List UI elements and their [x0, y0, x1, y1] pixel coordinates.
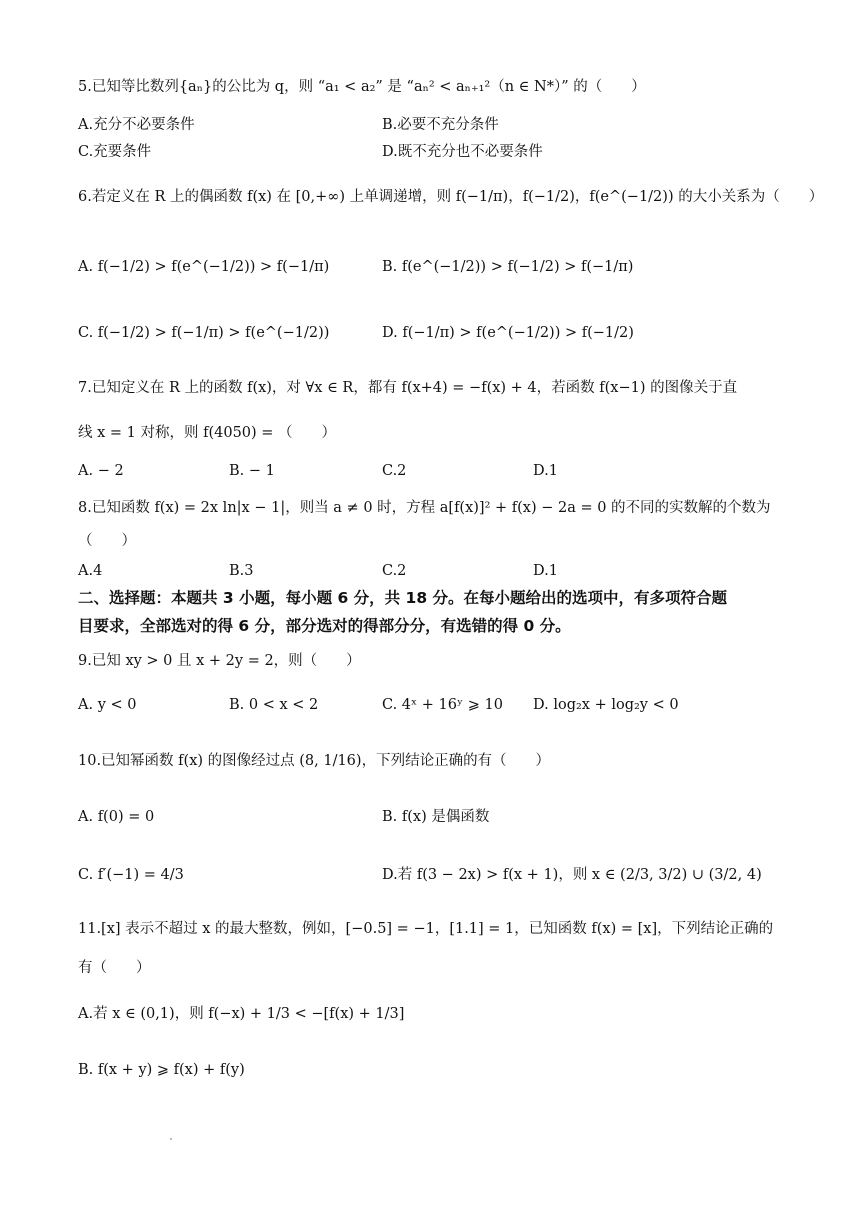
q6-option-a: A. f(−1/2) > f(e^(−1/2)) > f(−1/π) — [78, 259, 330, 275]
q9-stem: 9.已知 xy > 0 且 x + 2y = 2，则（ ） — [78, 653, 361, 669]
q9-option-a: A. y < 0 — [78, 697, 137, 713]
q11-stem-line1: 11.[x] 表示不超过 x 的最大整数，例如，[−0.5] = −1，[1.1] = 1，已知函数 f(x) = [x]，下列结论正确的 — [78, 921, 774, 937]
q8-stem-line1: 8.已知函数 f(x) = 2x ln|x − 1|，则当 a ≠ 0 时，方程 a[f(x)]² + f(x) − 2a = 0 的不同的实数解的个数为 — [78, 500, 771, 516]
q5-option-c: C.充要条件 — [78, 144, 152, 160]
q8-stem-line2: （ ） — [78, 533, 136, 549]
q9-option-d: D. log₂x + log₂y < 0 — [533, 697, 679, 713]
q11-option-a: A.若 x ∈ (0,1)，则 f(−x) + 1/3 < −[f(x) + 1/3] — [78, 1006, 405, 1022]
q7-option-b: B. − 1 — [229, 463, 275, 479]
q8-option-b: B.3 — [229, 563, 254, 579]
q7-option-a: A. − 2 — [78, 463, 124, 479]
q8-option-d: D.1 — [533, 563, 558, 579]
q6-option-d: D. f(−1/π) > f(e^(−1/2)) > f(−1/2) — [382, 325, 634, 341]
q10-option-c: C. f′(−1) = 4/3 — [78, 867, 184, 883]
q5-option-b: B.必要不充分条件 — [382, 117, 499, 133]
section-2-heading-line2: 目要求，全部选对的得 6 分，部分选对的得部分分，有选错的得 0 分。 — [78, 617, 571, 635]
q9-option-b: B. 0 < x < 2 — [229, 697, 319, 713]
q6-stem: 6.若定义在 R 上的偶函数 f(x) 在 [0,+∞) 上单调递增，则 f(−1/π)，f(−1/2)，f(e^(−1/2)) 的大小关系为（ ） — [78, 189, 824, 205]
q8-option-a: A.4 — [78, 563, 103, 579]
q11-option-b: B. f(x + y) ⩾ f(x) + f(y) — [78, 1062, 245, 1078]
q5-stem: 5.已知等比数列{aₙ}的公比为 q，则 “a₁ < a₂” 是 “aₙ² < aₙ₊₁²（n ∈ N*）” 的（ ） — [78, 79, 646, 95]
q5-option-d: D.既不充分也不必要条件 — [382, 144, 543, 160]
footer-mark — [170, 1138, 172, 1140]
q7-stem-line2: 线 x = 1 对称，则 f(4050) = （ ） — [78, 425, 337, 441]
q10-stem: 10.已知幂函数 f(x) 的图像经过点 (8, 1/16)，下列结论正确的有（ ） — [78, 753, 551, 769]
q10-option-a: A. f(0) = 0 — [78, 809, 155, 825]
q7-option-c: C.2 — [382, 463, 407, 479]
q5-option-a: A.充分不必要条件 — [78, 117, 195, 133]
q10-option-b: B. f(x) 是偶函数 — [382, 809, 490, 825]
q6-option-c: C. f(−1/2) > f(−1/π) > f(e^(−1/2)) — [78, 325, 330, 341]
q11-stem-line2: 有（ ） — [78, 960, 151, 976]
section-2-heading-line1: 二、选择题：本题共 3 小题，每小题 6 分，共 18 分。在每小题给出的选项中，有多项符合题 — [78, 589, 728, 607]
q9-option-c: C. 4ˣ + 16ʸ ⩾ 10 — [382, 697, 503, 713]
q7-stem-line1: 7.已知定义在 R 上的函数 f(x)，对 ∀x ∈ R，都有 f(x+4) = −f(x) + 4，若函数 f(x−1) 的图像关于直 — [78, 380, 738, 396]
q6-option-b: B. f(e^(−1/2)) > f(−1/2) > f(−1/π) — [382, 259, 634, 275]
q7-option-d: D.1 — [533, 463, 558, 479]
q8-option-c: C.2 — [382, 563, 407, 579]
q10-option-d: D.若 f(3 − 2x) > f(x + 1)，则 x ∈ (2/3, 3/2) ∪ (3/2, 4) — [382, 867, 762, 883]
